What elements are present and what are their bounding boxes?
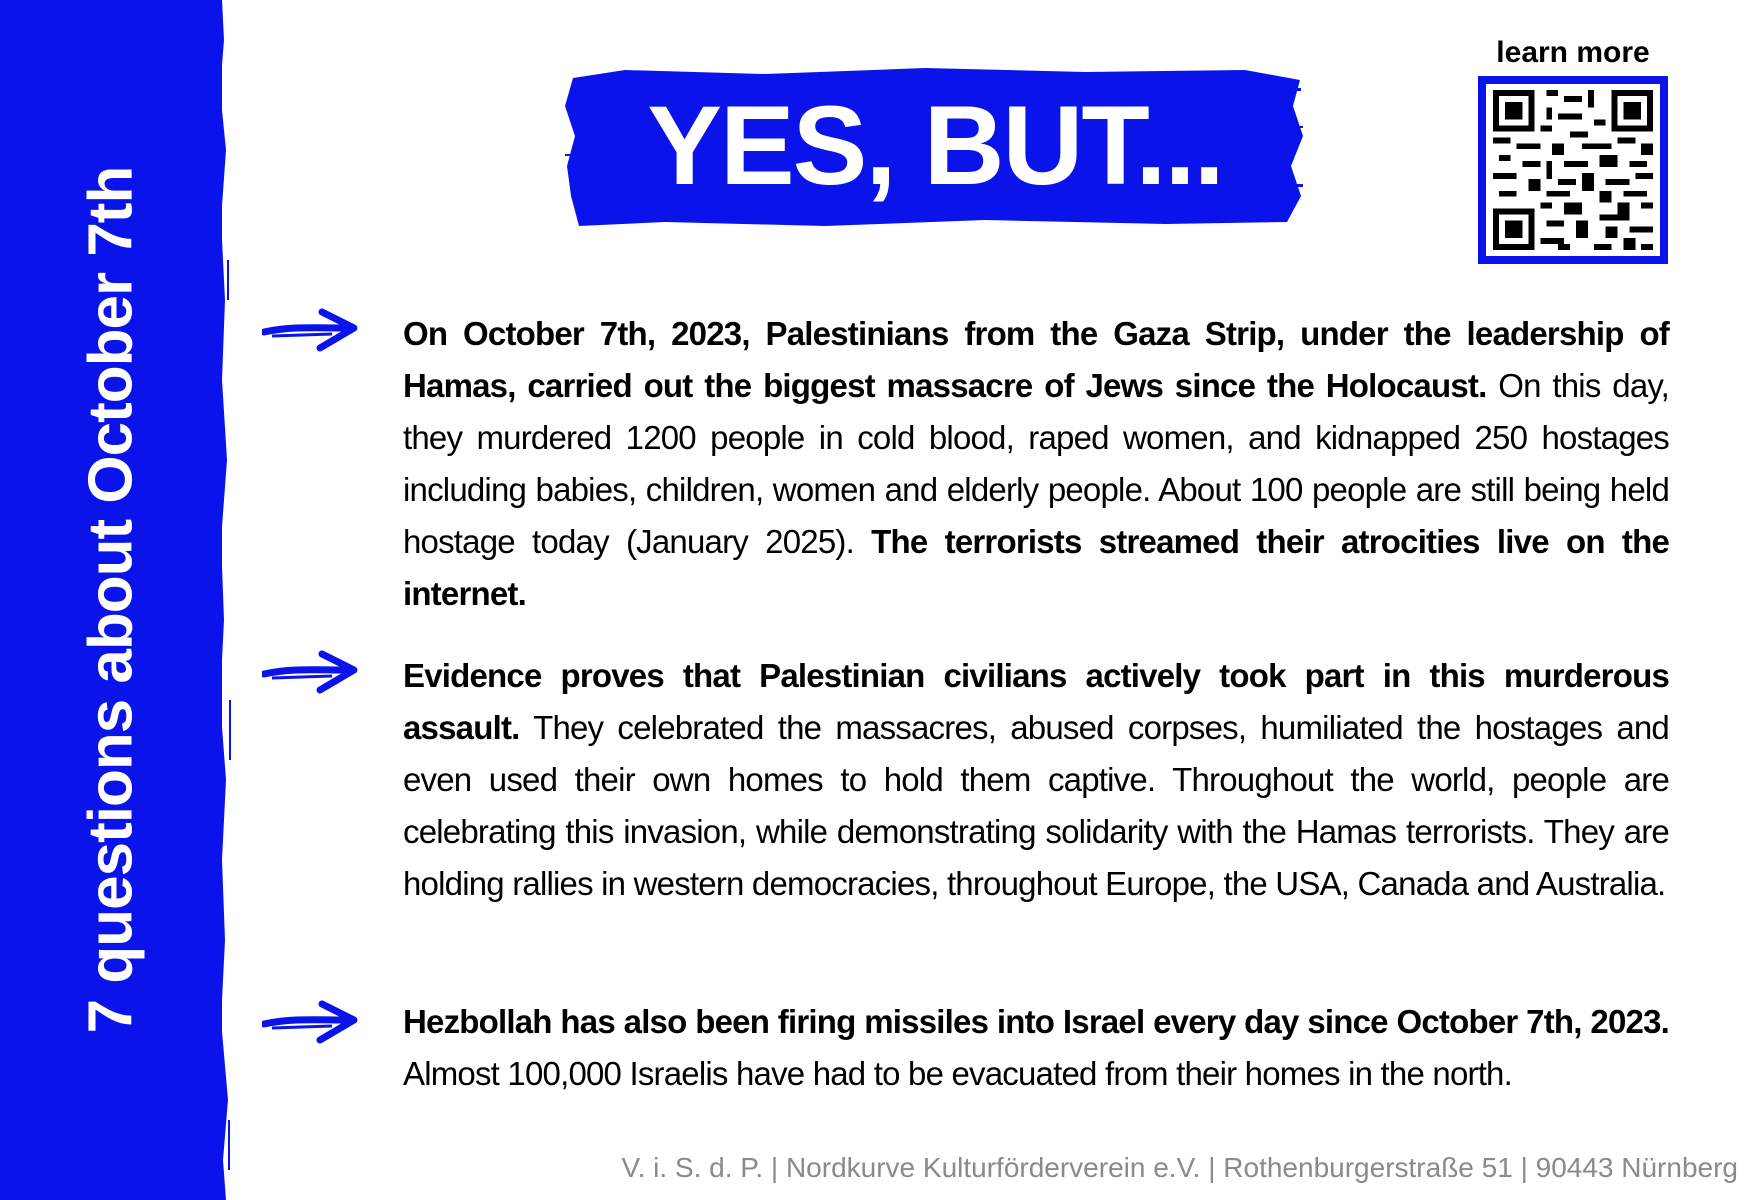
point-2-body: They celebrated the massacres, abused corpses, humiliated the hostages and even used their own homes to hold them captive. Throughout the world, people are celebrating this invasion, while demonstrating solidarity with the Hamas terrorists. They are holding rallies in western democracies, throughout Europe, the USA, Canada and Australia.	[403, 709, 1669, 902]
point-3-body: Almost 100,000 Israelis have had to be evacuated from their homes in the north.	[403, 1055, 1512, 1092]
point-2-text	[403, 650, 1669, 910]
point-1-bold-tail: The terrorists streamed their atrocities live on the internet.	[403, 523, 1670, 612]
headline: YES, BUT...	[647, 82, 1223, 208]
arrow-right-icon	[262, 306, 362, 354]
qr-code-frame[interactable]	[1478, 76, 1668, 264]
point-1-bold-lead: On October 7th, 2023, Palestinians from the Gaza Strip, under the leadership of Hamas, carried out the biggest massacre of Jews since the Holocaust.	[403, 315, 1669, 404]
point-1-body: On this day, they murdered 1200 people in cold blood, raped women, and kidnapped 250 hostages including babies, children, women and elderly people. About 100 people are still being held hostage today (January 2025).	[403, 367, 1669, 560]
sidebar-title: 7 questions about October 7th	[76, 166, 146, 1034]
point-3-text	[403, 996, 1669, 1100]
arrow-right-icon	[262, 648, 362, 696]
qr-code-icon	[1486, 84, 1660, 256]
qr-label: learn more	[1496, 36, 1650, 69]
point-1-text	[403, 308, 1669, 620]
arrow-right-icon	[262, 998, 362, 1046]
point-3-bold-lead: Hezbollah has also been firing missiles into Israel every day since October 7th, 2023.	[403, 1003, 1669, 1040]
brush-edge	[212, 0, 236, 1200]
point-2-bold-lead: Evidence proves that Palestinian civilians actively took part in this murderous assault.	[403, 657, 1669, 746]
footer-imprint: V. i. S. d. P. | Nordkurve Kulturförderverein e.V. | Rothenburgerstraße 51 | 90443 Nürnberg	[621, 1152, 1738, 1183]
